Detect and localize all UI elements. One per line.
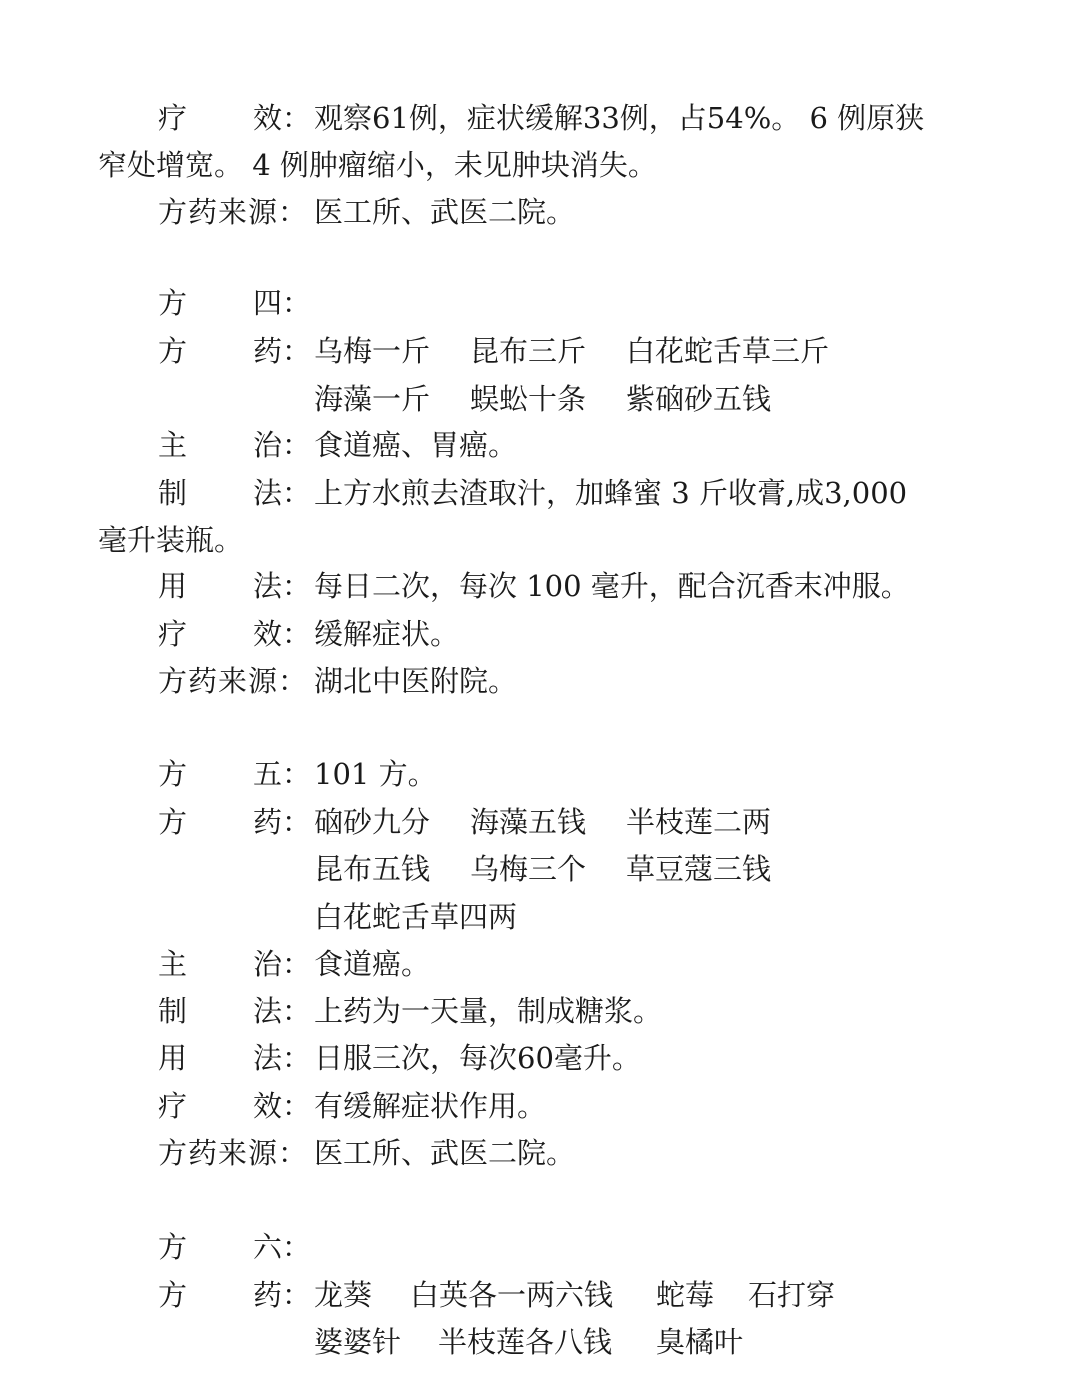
herb-item: 乌梅三个	[470, 852, 587, 886]
herb-item: 白花蛇舌草三斤	[626, 334, 830, 368]
herb-item: 石打穿	[748, 1278, 836, 1312]
formula-4-efficacy-text: 缓解症状。	[314, 617, 460, 651]
herb-item: 硇砂九分	[314, 805, 431, 839]
herb-item: 昆布五钱	[314, 852, 431, 886]
herb-item: 昆布三斤	[470, 334, 587, 368]
formula-4-source-text: 湖北中医附院。	[314, 664, 518, 698]
formula-5-usage-text: 日服三次，每次60毫升。	[314, 1041, 641, 1075]
herb-item: 白花蛇舌草四两	[314, 900, 518, 934]
formula-4-usage-text: 每日二次，每次 100 毫升，配合沉香末冲服。	[314, 569, 910, 603]
formula-5-indication-text: 食道癌。	[314, 947, 431, 981]
herb-item: 紫硇砂五钱	[626, 382, 772, 416]
efficacy-text-continued: 窄处增宽。 4 例肿瘤缩小，未见肿块消失。	[98, 148, 657, 182]
herb-item: 白英各一两六钱	[410, 1278, 614, 1312]
source-text: 医工所、武医二院。	[314, 195, 576, 229]
formula-4-prep-text-continued: 毫升装瓶。	[98, 523, 244, 557]
formula-4-prep-text: 上方水煎去渣取汁，加蜂蜜 3 斤收膏,成3,000	[314, 476, 908, 510]
herb-item: 半枝莲二两	[626, 805, 772, 839]
herb-item: 乌梅一斤	[314, 334, 431, 368]
herb-item: 蜈蚣十条	[470, 382, 587, 416]
formula-4-indication-text: 食道癌、胃癌。	[314, 428, 518, 462]
herb-item: 蛇莓	[656, 1278, 715, 1312]
efficacy-text: 观察61例，症状缓解33例，占54%。 6 例原狭	[314, 101, 925, 135]
herb-item: 海藻一斤	[314, 382, 431, 416]
formula-5-source-text: 医工所、武医二院。	[314, 1136, 576, 1170]
herb-item: 海藻五钱	[470, 805, 587, 839]
herb-item: 龙葵	[314, 1278, 373, 1312]
formula-5-prep-text: 上药为一天量，制成糖浆。	[314, 994, 663, 1028]
herb-item: 婆婆针	[314, 1325, 402, 1359]
formula-5-efficacy-text: 有缓解症状作用。	[314, 1089, 547, 1123]
herb-item: 草豆蔻三钱	[626, 852, 772, 886]
document-page: 疗 效： 观察61例，症状缓解33例，占54%。 6 例原狭 窄处增宽。 4 例肿瘤缩小，未见肿块消失。 方药来源： 医工所、武医二院。 方 四： 方 药： 乌梅一斤 昆布三斤 白花蛇舌草三斤 海藻一斤 蜈蚣十条 紫硇砂五钱 主 治： 食道癌、胃癌。 制 法： 上方水煎去渣取汁，加蜂蜜 3 斤收膏,成3,000 毫升装瓶。 用 法： 每日二次，每次 100 毫升，配合沉香末冲服。 疗 效： 缓解症状。 方药来源： 湖北中医附院。 方 五： 101 方。 方 药： 硇砂九分 海藻五钱 半枝莲二两 昆布五钱 乌梅三个 草豆蔻三钱 白花蛇舌草四两 主 治： 食道癌。 制 法： 上药为一天量，制成糖浆。 用 法： 日服三次，每次60毫升。 疗 效： 有缓解症状作用。 方药来源： 医工所、武医二院。 方 六： 方 药： 龙葵 白英各一两六钱 蛇莓 石打穿 婆婆针 半枝莲各八钱 臭橘叶	[98, 101, 925, 1359]
formula-5-title-text: 101 方。	[314, 757, 437, 791]
herb-item: 半枝莲各八钱	[438, 1325, 613, 1359]
herb-item: 臭橘叶	[656, 1325, 744, 1359]
